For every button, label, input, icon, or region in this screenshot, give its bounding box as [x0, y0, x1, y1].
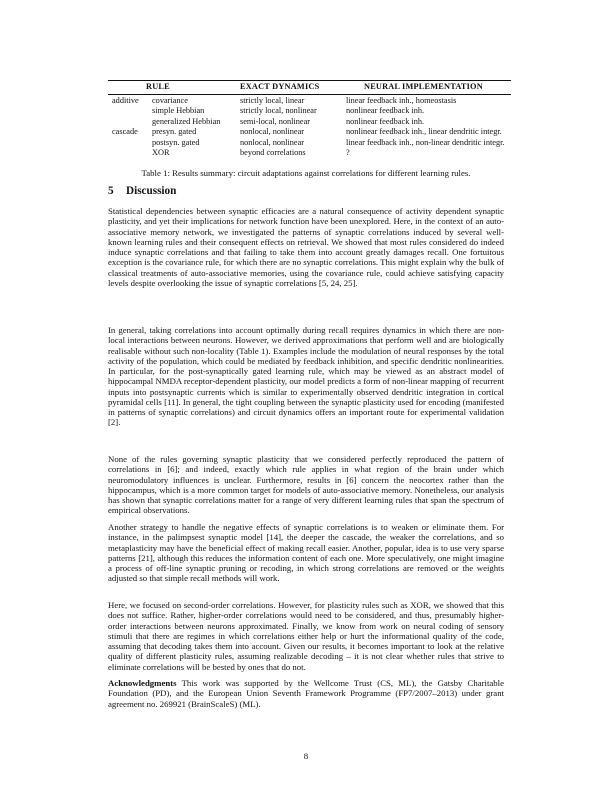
table-cell-dynamics: strictly local, linear — [240, 96, 305, 105]
table-cell-category: cascade — [112, 127, 138, 137]
paragraph: In general, taking correlations into account optimally during recall requires dynamics in which there are non-local interactions between neurons. However, we derived approximations that perform well and are biologically realisable without such non-locality (Table 1). Examples include the modulation of neural responses by the total activity of the population, which could be mediated by feedback inhibition, and specific dendritic nonlinearities. In particular, for the post-synaptically gated learning rule, which may be viewed as an abstract model of hippocampal NMDA receptor-dependent plasticity, our model predicts a form of non-linear mapping of recurrent inputs into postsynaptic currents which is similar to experimentally observed dendritic integration in cortical pyramidal cells [11]. In general, the tight coupling between the synaptic plasticity used for encoding (manifested in patterns of synaptic correlations) and circuit dynamics offers an important route for experimental validation [2]. — [108, 325, 504, 428]
table-top-rule — [108, 80, 511, 81]
paragraph: Statistical dependencies between synaptic efficacies are a natural consequence of activity dependent synaptic plasticity, and yet their implications for network function have been unexplored. Here, in the context of an auto-associative memory network, we investigated the patterns of synaptic correlations induced by several well-known learning rules and their consequent effects on retrieval. We showed that most rules considered do indeed induce synaptic correlations and that failing to take them into account greatly damages recall. One fortuitous exception is the covariance rule, for which there are no synaptic correlations. This might explain why the bulk of classical treatments of auto-associative memories, using the covariance rule, could achieve satisfying capacity levels despite overlooking the issue of synaptic correlations [5, 24, 25]. — [108, 206, 504, 288]
table-cell-rule: simple Hebbian — [152, 106, 205, 116]
table-row — [108, 106, 511, 116]
table-row — [108, 148, 511, 158]
table-cell-dynamics: semi-local, nonlinear — [240, 116, 311, 126]
table-cell-dynamics: nonlocal, nonlinear — [240, 137, 305, 147]
table-cell-dynamics: strictly local, nonlinear — [240, 106, 317, 116]
section-title: Discussion — [126, 185, 177, 197]
acknowledgments-paragraph — [108, 678, 504, 709]
table-row — [108, 96, 511, 106]
table-cell-category: additive — [112, 96, 139, 105]
table-row — [108, 138, 511, 148]
table-cell-implementation: nonlinear feedback inh. — [346, 106, 425, 116]
acknowledgments-text: This work was supported by the Wellcome Trust (CS, ML), the Gatsby Charitable Foundation (PD), and the European Union Seventh Framework Programme (FP7/2007–2013) under grant agreement no. 269921 (BrainScaleS) (ML). — [108, 678, 504, 709]
paragraph: Another strategy to handle the negative effects of synaptic correlations is to weaken or eliminate them. For instance, in the palimpsest synaptic model [14], the deeper the cascade, the weaker the correlations, and so metaplasticity may have the beneficial effect of making recall easier. Another, popular, idea is to use very sparse patterns [21], although this reduces the information content of each one. More speculatively, one might imagine a process of off-line synaptic pruning or recoding, in which strong correlations are removed or the weights adjusted so that simple recall methods will work. — [108, 522, 504, 584]
table-cell-implementation: linear feedback inh., non-linear dendritic integr. — [346, 137, 505, 147]
table-cell-rule: generalized Hebbian — [152, 116, 221, 126]
table-cell-implementation: nonlinear feedback inh. — [346, 116, 425, 126]
table-row — [108, 117, 511, 127]
table-header-exact-dynamics: EXACT DYNAMICS — [240, 82, 320, 91]
table-cell-rule: covariance — [152, 96, 188, 105]
table-cell-implementation: nonlinear feedback inh., linear dendritic integr. — [346, 127, 502, 137]
table-cell-rule: presyn. gated — [152, 127, 197, 137]
section-number: 5 — [108, 185, 114, 197]
table-cell-rule: postsyn. gated — [152, 137, 200, 147]
table-header-rule: RULE — [146, 82, 170, 91]
paragraph: Here, we focused on second-order correlations. However, for plasticity rules such as XOR, we showed that this does not suffice. Rather, higher-order correlations would need to be considered, and thus, presumably higher-order interactions between neurons approximated. Finally, we know from work on neural coding of sensory stimuli that there are regimes in which correlations either help or hurt the informational quality of the code, assuming that decoding takes them into account. Given our results, it becomes important to look at the relative quality of different plasticity rules, assuming realizable decoding – it is not clear whether rules that strive to eliminate correlations will be bested by ones that do not. — [108, 600, 504, 672]
table-cell-implementation: linear feedback inh., homeostasis — [346, 96, 457, 105]
table-caption: Table 1: Results summary: circuit adaptations against correlations for different learning rules. — [141, 168, 471, 178]
page-number: 8 — [303, 751, 309, 761]
table-row — [108, 127, 511, 137]
table-cell-implementation: ? — [346, 148, 350, 157]
section-heading — [108, 185, 176, 197]
table-header-neural-implementation: NEURAL IMPLEMENTATION — [364, 82, 483, 91]
table-cell-dynamics: nonlocal, nonlinear — [240, 127, 305, 137]
table-cell-dynamics: beyond correlations — [240, 148, 306, 157]
table-cell-rule: XOR — [152, 148, 170, 157]
acknowledgments-label: Acknowledgments — [108, 678, 177, 688]
paragraph: None of the rules governing synaptic plasticity that we considered perfectly reproduced the pattern of correlations in [6]; and indeed, exactly which rule applies in what region of the brain under which neuromodulatory influences is unclear. Furthermore, results in [6] concern the neocortex rather than the hippocampus, which is a more common target for models of auto-associative memory. Nonetheless, our analysis has shown that synaptic correlations matter for a range of very different learning rules that span the spectrum of empirical observations. — [108, 454, 504, 516]
table-header-rule-line — [108, 94, 511, 95]
